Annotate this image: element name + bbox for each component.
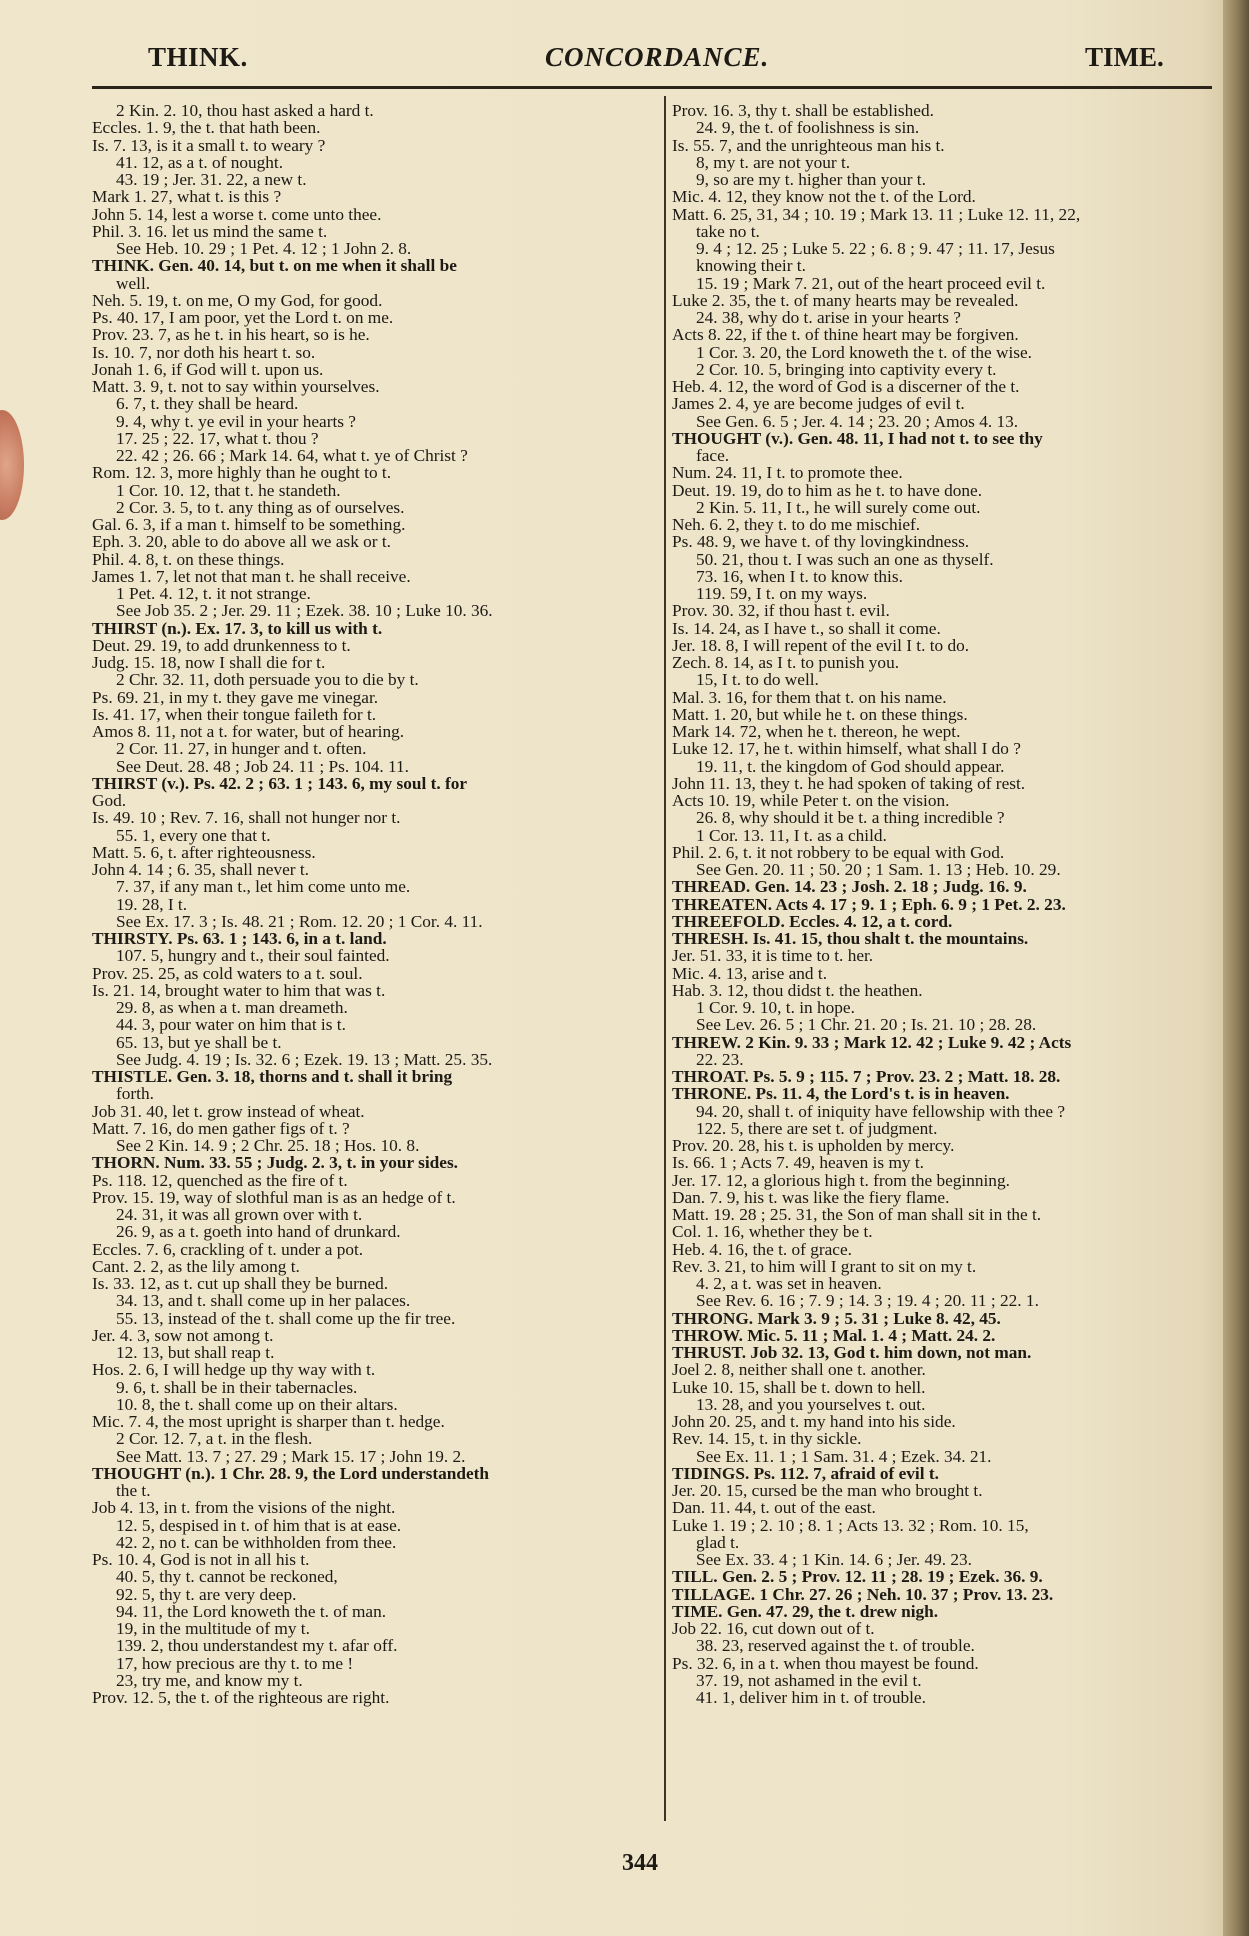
concordance-entry-line: See Job 35. 2 ; Jer. 29. 11 ; Ezek. 38. 10 ; Luke 10. 36. bbox=[116, 601, 493, 621]
concordance-entry-line: Eccles. 1. 9, the t. that hath been. bbox=[92, 118, 321, 138]
concordance-entry-line: forth. bbox=[116, 1084, 154, 1104]
concordance-entry-line: See Matt. 13. 7 ; 27. 29 ; Mark 15. 17 ; John 19. 2. bbox=[116, 1446, 466, 1466]
concordance-entry-line: THIRST (v.). Ps. 42. 2 ; 63. 1 ; 143. 6, my soul t. for bbox=[92, 773, 468, 793]
concordance-entry-line: TIME. Gen. 47. 29, the t. drew nigh. bbox=[672, 1601, 939, 1621]
concordance-entry-line: 10. 8, the t. shall come up on their altars. bbox=[116, 1394, 398, 1414]
concordance-entry-line: 26. 8, why should it be t. a thing incredible ? bbox=[696, 808, 1005, 828]
concordance-entry-line: glad t. bbox=[696, 1532, 740, 1552]
concordance-entry-line: Hos. 2. 6, I will hedge up thy way with t. bbox=[92, 1360, 376, 1380]
concordance-entry-line: 19, in the multitude of my t. bbox=[116, 1619, 310, 1638]
concordance-entry-line: TILL. Gen. 2. 5 ; Prov. 12. 11 ; 28. 19 ; Ezek. 36. 9. bbox=[672, 1567, 1043, 1587]
concordance-entry-line: THISTLE. Gen. 3. 18, thorns and t. shall it bring bbox=[92, 1067, 453, 1086]
concordance-entry-line: Jer. 17. 12, a glorious high t. from the beginning. bbox=[672, 1170, 1010, 1190]
concordance-entry-line: 2 Cor. 3. 5, to t. any thing as of ourselves. bbox=[116, 497, 405, 517]
concordance-entry-line: Prov. 16. 3, thy t. shall be established. bbox=[672, 101, 934, 120]
concordance-entry-line: Zech. 8. 14, as I t. to punish you. bbox=[672, 653, 900, 672]
concordance-entry-line: face. bbox=[696, 446, 730, 465]
concordance-entry-line: 1 Cor. 9. 10, t. in hope. bbox=[696, 998, 855, 1017]
concordance-entry-line: Neh. 6. 2, they t. to do me mischief. bbox=[672, 515, 921, 534]
concordance-entry-line: 9. 4, why t. ye evil in your hearts ? bbox=[116, 411, 356, 431]
concordance-entry-line: THREATEN. Acts 4. 17 ; 9. 1 ; Eph. 6. 9 ; 1 Pet. 2. 23. bbox=[672, 894, 1066, 914]
concordance-entry-line: Jer. 51. 33, it is time to t. her. bbox=[672, 946, 874, 966]
concordance-entry-line: James 2. 4, ye are become judges of evil t. bbox=[672, 394, 965, 414]
concordance-entry-line: 44. 3, pour water on him that is t. bbox=[116, 1015, 346, 1035]
concordance-entry-line: Deut. 19. 19, do to him as he t. to have done. bbox=[672, 480, 983, 500]
concordance-entry-line: Mark 14. 72, when he t. thereon, he wept. bbox=[672, 722, 961, 741]
concordance-entry-line: 139. 2, thou understandest my t. afar off. bbox=[116, 1636, 398, 1656]
concordance-entry-line: THOUGHT (n.). 1 Chr. 28. 9, the Lord understandeth bbox=[92, 1463, 490, 1483]
right-column bbox=[672, 102, 1212, 1706]
concordance-entry-line: Matt. 3. 9, t. not to say within yourselves. bbox=[92, 377, 380, 396]
concordance-entry-line: Ps. 69. 21, in my t. they gave me vinegar. bbox=[92, 687, 379, 707]
concordance-entry-line: Job 22. 16, cut down out of t. bbox=[672, 1619, 875, 1638]
concordance-entry-line: well. bbox=[116, 273, 151, 293]
concordance-entry-line: the t. bbox=[116, 1481, 151, 1500]
concordance-entry-line: Rom. 12. 3, more highly than he ought to t. bbox=[92, 463, 392, 483]
concordance-entry-line: Ps. 40. 17, I am poor, yet the Lord t. on me. bbox=[92, 308, 394, 327]
concordance-entry-line: Matt. 6. 25, 31, 34 ; 10. 19 ; Mark 13. 11 ; Luke 12. 11, 22, bbox=[672, 204, 1081, 224]
concordance-entry-line: 29. 8, as when a t. man dreameth. bbox=[116, 998, 348, 1017]
concordance-entry-line: Joel 2. 8, neither shall one t. another. bbox=[672, 1360, 926, 1380]
concordance-entry-line: Hab. 3. 12, thou didst t. the heathen. bbox=[672, 980, 923, 1000]
concordance-entry-line: See Heb. 10. 29 ; 1 Pet. 4. 12 ; 1 John 2. 8. bbox=[116, 239, 412, 258]
concordance-entry-line: Prov. 30. 32, if thou hast t. evil. bbox=[672, 601, 890, 621]
book-spine bbox=[1223, 0, 1249, 1936]
concordance-entry-line: Judg. 15. 18, now I shall die for t. bbox=[92, 653, 326, 672]
concordance-entry-line: THORN. Num. 33. 55 ; Judg. 2. 3, t. in your sides. bbox=[92, 1153, 458, 1173]
concordance-entry-line: Is. 10. 7, nor doth his heart t. so. bbox=[92, 342, 316, 362]
concordance-entry-line: Is. 21. 14, brought water to him that was t. bbox=[92, 980, 386, 1000]
concordance-entry-line: Is. 7. 13, is it a small t. to weary ? bbox=[92, 135, 326, 155]
concordance-entry-line: Dan. 7. 9, his t. was like the fiery flame. bbox=[672, 1187, 950, 1207]
concordance-entry-line: 17, how precious are thy t. to me ! bbox=[116, 1653, 354, 1673]
concordance-entry-line: 40. 5, thy t. cannot be reckoned, bbox=[116, 1567, 338, 1587]
concordance-entry-line: 41. 1, deliver him in t. of trouble. bbox=[696, 1688, 926, 1707]
concordance-entry-line: James 1. 7, let not that man t. he shall receive. bbox=[92, 566, 411, 586]
concordance-entry-line: THINK. Gen. 40. 14, but t. on me when it shall be bbox=[92, 256, 457, 276]
concordance-entry-line: Prov. 20. 28, his t. is upholden by mercy. bbox=[672, 1136, 955, 1155]
concordance-entry-line: Luke 10. 15, shall be t. down to hell. bbox=[672, 1377, 926, 1397]
concordance-entry-line: See Ex. 11. 1 ; 1 Sam. 31. 4 ; Ezek. 34. 21. bbox=[696, 1446, 992, 1466]
concordance-entry-line: See Deut. 28. 48 ; Job 24. 11 ; Ps. 104. 11. bbox=[116, 756, 409, 776]
concordance-entry-line: 19. 11, t. the kingdom of God should appear. bbox=[696, 756, 1005, 776]
concordance-entry-line: 55. 13, instead of the t. shall come up the fir tree. bbox=[116, 1308, 456, 1328]
concordance-entry-line: TILLAGE. 1 Chr. 27. 26 ; Neh. 10. 37 ; Prov. 13. 23. bbox=[672, 1584, 1054, 1604]
concordance-entry-line: Neh. 5. 19, t. on me, O my God, for good. bbox=[92, 290, 383, 310]
concordance-entry-line: Ps. 118. 12, quenched as the fire of t. bbox=[92, 1170, 348, 1190]
running-header bbox=[0, 36, 1249, 86]
concordance-entry-line: Deut. 29. 19, to add drunkenness to t. bbox=[92, 635, 351, 655]
concordance-entry-line: 24. 31, it was all grown over with t. bbox=[116, 1205, 363, 1224]
concordance-entry-line: THRESH. Is. 41. 15, thou shalt t. the mountains. bbox=[672, 929, 1029, 948]
concordance-entry-line: THRONE. Ps. 11. 4, the Lord's t. is in heaven. bbox=[672, 1084, 1010, 1104]
concordance-entry-line: 15. 19 ; Mark 7. 21, out of the heart proceed evil t. bbox=[696, 273, 1046, 293]
concordance-entry-line: 43. 19 ; Jer. 31. 22, a new t. bbox=[116, 170, 307, 189]
concordance-entry-line: Cant. 2. 2, as the lily among t. bbox=[92, 1256, 300, 1276]
column-divider bbox=[664, 96, 666, 1821]
concordance-entry-line: Phil. 3. 16. let us mind the same t. bbox=[92, 221, 328, 241]
concordance-entry-line: Heb. 4. 16, the t. of grace. bbox=[672, 1239, 852, 1259]
concordance-entry-line: 34. 13, and t. shall come up in her palaces. bbox=[116, 1291, 411, 1311]
concordance-entry-line: 12. 5, despised in t. of him that is at ease. bbox=[116, 1515, 402, 1535]
concordance-entry-line: 37. 19, not ashamed in the evil t. bbox=[696, 1670, 922, 1690]
concordance-entry-line: 94. 20, shall t. of iniquity have fellowship with thee ? bbox=[696, 1101, 1066, 1121]
concordance-entry-line: 55. 1, every one that t. bbox=[116, 825, 271, 845]
concordance-entry-line: 92. 5, thy t. are very deep. bbox=[116, 1584, 297, 1604]
concordance-entry-line: Is. 14. 24, as I have t., so shall it come. bbox=[672, 618, 941, 638]
concordance-entry-line: 2 Kin. 2. 10, thou hast asked a hard t. bbox=[116, 101, 374, 120]
concordance-entry-line: Matt. 5. 6, t. after righteousness. bbox=[92, 842, 316, 862]
concordance-entry-line: 38. 23, reserved against the t. of trouble. bbox=[696, 1636, 975, 1656]
concordance-entry-line: Rev. 14. 15, t. in thy sickle. bbox=[672, 1429, 862, 1449]
concordance-entry-line: 24. 9, the t. of foolishness is sin. bbox=[696, 118, 920, 138]
concordance-entry-line: 12. 13, but shall reap t. bbox=[116, 1343, 275, 1362]
concordance-entry-line: THROW. Mic. 5. 11 ; Mal. 1. 4 ; Matt. 24. 2. bbox=[672, 1325, 996, 1345]
concordance-entry-line: 19. 28, I t. bbox=[116, 894, 188, 914]
concordance-entry-line: Ps. 48. 9, we have t. of thy lovingkindness. bbox=[672, 532, 970, 552]
concordance-entry-line: Rev. 3. 21, to him will I grant to sit on my t. bbox=[672, 1256, 977, 1276]
concordance-entry-line: 41. 12, as a t. of nought. bbox=[116, 152, 284, 172]
concordance-entry-line: 23, try me, and know my t. bbox=[116, 1670, 303, 1690]
concordance-entry-line: Eccles. 7. 6, crackling of t. under a pot. bbox=[92, 1239, 364, 1259]
concordance-entry-line: Prov. 25. 25, as cold waters to a t. soul. bbox=[92, 963, 363, 983]
concordance-entry-line: Eph. 3. 20, able to do above all we ask or t. bbox=[92, 532, 391, 552]
concordance-entry-line: Mark 1. 27, what t. is this ? bbox=[92, 187, 282, 207]
concordance-entry-line: 94. 11, the Lord knoweth the t. of man. bbox=[116, 1601, 387, 1621]
concordance-entry-line: John 4. 14 ; 6. 35, shall never t. bbox=[92, 860, 309, 879]
concordance-entry-line: Is. 66. 1 ; Acts 7. 49, heaven is my t. bbox=[672, 1153, 924, 1173]
concordance-entry-line: 1 Cor. 13. 11, I t. as a child. bbox=[696, 825, 887, 845]
concordance-entry-line: 122. 5, there are set t. of judgment. bbox=[696, 1118, 938, 1138]
concordance-entry-line: 26. 9, as a t. goeth into hand of drunkard. bbox=[116, 1222, 401, 1242]
concordance-entry-line: Matt. 7. 16, do men gather figs of t. ? bbox=[92, 1118, 350, 1138]
concordance-entry-line: THIRST (n.). Ex. 17. 3, to kill us with t. bbox=[92, 618, 383, 638]
concordance-entry-line: See Ex. 33. 4 ; 1 Kin. 14. 6 ; Jer. 49. 23. bbox=[696, 1550, 973, 1569]
concordance-entry-line: 65. 13, but ye shall be t. bbox=[116, 1032, 282, 1052]
concordance-entry-line: Luke 2. 35, the t. of many hearts may be revealed. bbox=[672, 290, 1019, 310]
thumb-shadow bbox=[0, 410, 24, 520]
concordance-entry-line: knowing their t. bbox=[696, 256, 806, 276]
concordance-entry-line: THREEFOLD. Eccles. 4. 12, a t. cord. bbox=[672, 911, 953, 931]
concordance-entry-line: Prov. 15. 19, way of slothful man is as an hedge of t. bbox=[92, 1187, 456, 1207]
concordance-entry-line: Mic. 7. 4, the most upright is sharper than t. hedge. bbox=[92, 1412, 445, 1431]
concordance-entry-line: Prov. 12. 5, the t. of the righteous are right. bbox=[92, 1688, 390, 1707]
concordance-entry-line: THIRSTY. Ps. 63. 1 ; 143. 6, in a t. land. bbox=[92, 929, 387, 948]
concordance-entry-line: 13. 28, and you yourselves t. out. bbox=[696, 1394, 926, 1414]
concordance-entry-line: John 5. 14, lest a worse t. come unto thee. bbox=[92, 204, 382, 224]
concordance-entry-line: 22. 42 ; 26. 66 ; Mark 14. 64, what t. ye of Christ ? bbox=[116, 446, 468, 465]
concordance-entry-line: Prov. 23. 7, as he t. in his heart, so is he. bbox=[92, 325, 370, 345]
concordance-entry-line: 2 Chr. 32. 11, doth persuade you to die by t. bbox=[116, 670, 419, 690]
concordance-entry-line: See 2 Kin. 14. 9 ; 2 Chr. 25. 18 ; Hos. 10. 8. bbox=[116, 1136, 420, 1155]
concordance-entry-line: Heb. 4. 12, the word of God is a discerner of the t. bbox=[672, 377, 1020, 396]
concordance-entry-line: Is. 55. 7, and the unrighteous man his t. bbox=[672, 135, 945, 155]
concordance-entry-line: take no t. bbox=[696, 221, 760, 241]
concordance-entry-line: Job 4. 13, in t. from the visions of the night. bbox=[92, 1498, 396, 1518]
concordance-entry-line: See Ex. 17. 3 ; Is. 48. 21 ; Rom. 12. 20 ; 1 Cor. 4. 11. bbox=[116, 911, 483, 931]
concordance-entry-line: 2 Cor. 12. 7, a t. in the flesh. bbox=[116, 1429, 313, 1449]
concordance-entry-line: 1 Pet. 4. 12, t. it not strange. bbox=[116, 584, 311, 603]
concordance-entry-line: See Rev. 6. 16 ; 7. 9 ; 14. 3 ; 19. 4 ; 20. 11 ; 22. 1. bbox=[696, 1291, 1039, 1311]
concordance-entry-line: Gal. 6. 3, if a man t. himself to be something. bbox=[92, 515, 406, 534]
concordance-entry-line: THRONG. Mark 3. 9 ; 5. 31 ; Luke 8. 42, 45. bbox=[672, 1308, 1001, 1328]
concordance-entry-line: Is. 49. 10 ; Rev. 7. 16, shall not hunger nor t. bbox=[92, 808, 401, 828]
concordance-entry-line: God. bbox=[92, 791, 127, 810]
concordance-entry-line: THOUGHT (v.). Gen. 48. 11, I had not t. to see thy bbox=[672, 428, 1043, 448]
concordance-entry-line: 6. 7, t. they shall be heard. bbox=[116, 394, 299, 414]
concordance-entry-line: John 20. 25, and t. my hand into his side. bbox=[672, 1412, 956, 1431]
concordance-entry-line: Luke 1. 19 ; 2. 10 ; 8. 1 ; Acts 13. 32 ; Rom. 10. 15, bbox=[672, 1515, 1029, 1535]
concordance-entry-line: THROAT. Ps. 5. 9 ; 115. 7 ; Prov. 23. 2 ; Matt. 18. 28. bbox=[672, 1067, 1061, 1086]
concordance-entry-line: 73. 16, when I t. to know this. bbox=[696, 566, 903, 586]
concordance-entry-line: 42. 2, no t. can be withholden from thee. bbox=[116, 1532, 397, 1552]
concordance-entry-line: 1 Cor. 3. 20, the Lord knoweth the t. of the wise. bbox=[696, 342, 1032, 362]
concordance-entry-line: 119. 59, I t. on my ways. bbox=[696, 584, 868, 603]
concordance-entry-line: 24. 38, why do t. arise in your hearts ? bbox=[696, 308, 961, 327]
concordance-entry-line: Col. 1. 16, whether they be t. bbox=[672, 1222, 873, 1242]
concordance-entry-line: See Lev. 26. 5 ; 1 Chr. 21. 20 ; Is. 21. 10 ; 28. 28. bbox=[696, 1015, 1037, 1035]
concordance-entry-line: Luke 12. 17, he t. within himself, what shall I do ? bbox=[672, 739, 1021, 759]
concordance-entry-line: 15, I t. to do well. bbox=[696, 670, 819, 690]
concordance-entry-line: Matt. 19. 28 ; 25. 31, the Son of man shall sit in the t. bbox=[672, 1205, 1042, 1224]
concordance-entry-line: THRUST. Job 32. 13, God t. him down, not man. bbox=[672, 1343, 1032, 1362]
header-rule bbox=[92, 86, 1212, 89]
concordance-entry-line: Amos 8. 11, not a t. for water, but of hearing. bbox=[92, 722, 405, 741]
concordance-entry-line: Is. 33. 12, as t. cut up shall they be burned. bbox=[92, 1274, 389, 1293]
concordance-entry-line: 17. 25 ; 22. 17, what t. thou ? bbox=[116, 428, 319, 448]
concordance-entry-line: 9, so are my t. higher than your t. bbox=[696, 170, 926, 189]
concordance-entry-line: Jer. 18. 8, I will repent of the evil I t. to do. bbox=[672, 635, 970, 655]
concordance-entry-line: Ps. 32. 6, in a t. when thou mayest be found. bbox=[672, 1653, 979, 1673]
concordance-entry-line: 2 Kin. 5. 11, I t., he will surely come out. bbox=[696, 497, 981, 517]
concordance-entry-line: Jer. 4. 3, sow not among t. bbox=[92, 1325, 274, 1345]
concordance-entry-line: Matt. 1. 20, but while he t. on these things. bbox=[672, 704, 968, 724]
concordance-entry-line: John 11. 13, they t. he had spoken of taking of rest. bbox=[672, 773, 1026, 793]
header-title: CONCORDANCE. bbox=[545, 42, 770, 72]
concordance-entry-line: Acts 8. 22, if the t. of thine heart may be forgiven. bbox=[672, 325, 1019, 345]
concordance-entry-line: Mal. 3. 16, for them that t. on his name. bbox=[672, 687, 947, 707]
concordance-entry-line: 22. 23. bbox=[696, 1049, 744, 1069]
concordance-entry-line: 9. 6, t. shall be in their tabernacles. bbox=[116, 1377, 358, 1397]
concordance-entry-line: TIDINGS. Ps. 112. 7, afraid of evil t. bbox=[672, 1463, 939, 1483]
concordance-entry-line: See Gen. 6. 5 ; Jer. 4. 14 ; 23. 20 ; Amos 4. 13. bbox=[696, 411, 1019, 431]
concordance-entry-line: 1 Cor. 10. 12, that t. he standeth. bbox=[116, 480, 341, 500]
concordance-entry-line: 9. 4 ; 12. 25 ; Luke 5. 22 ; 6. 8 ; 9. 47 ; 11. 17, Jesus bbox=[696, 239, 1055, 258]
concordance-entry-line: Is. 41. 17, when their tongue faileth for t. bbox=[92, 704, 377, 724]
concordance-entry-line: Mic. 4. 12, they know not the t. of the Lord. bbox=[672, 187, 976, 207]
concordance-entry-line: 107. 5, hungry and t., their soul fainted. bbox=[116, 946, 390, 966]
concordance-entry-line: Acts 10. 19, while Peter t. on the vision. bbox=[672, 791, 950, 810]
concordance-entry-line: THREW. 2 Kin. 9. 33 ; Mark 12. 42 ; Luke 9. 42 ; Acts bbox=[672, 1032, 1072, 1052]
concordance-entry-line: Jer. 20. 15, cursed be the man who brought t. bbox=[672, 1481, 983, 1500]
concordance-entry-line: 4. 2, a t. was set in heaven. bbox=[696, 1274, 882, 1293]
concordance-entry-line: 8, my t. are not your t. bbox=[696, 152, 851, 172]
concordance-entry-line: Phil. 2. 6, t. it not robbery to be equal with God. bbox=[672, 842, 1005, 862]
concordance-entry-line: Mic. 4. 13, arise and t. bbox=[672, 963, 828, 983]
concordance-entry-line: Num. 24. 11, I t. to promote thee. bbox=[672, 463, 903, 483]
concordance-entry-line: 2 Cor. 10. 5, bringing into captivity every t. bbox=[696, 359, 997, 379]
page-number: 344 bbox=[622, 1850, 658, 1876]
concordance-entry-line: Ps. 10. 4, God is not in all his t. bbox=[92, 1550, 310, 1569]
header-right-word: TIME. bbox=[1085, 42, 1164, 72]
concordance-entry-line: Jonah 1. 6, if God will t. upon us. bbox=[92, 359, 324, 379]
concordance-entry-line: Job 31. 40, let t. grow instead of wheat. bbox=[92, 1101, 365, 1121]
concordance-entry-line: 7. 37, if any man t., let him come unto me. bbox=[116, 877, 411, 897]
header-left-word: THINK. bbox=[148, 42, 248, 72]
concordance-entry-line: Phil. 4. 8, t. on these things. bbox=[92, 549, 285, 569]
concordance-entry-line: See Judg. 4. 19 ; Is. 32. 6 ; Ezek. 19. 13 ; Matt. 25. 35. bbox=[116, 1049, 493, 1069]
concordance-entry-line: 50. 21, thou t. I was such an one as thyself. bbox=[696, 549, 994, 569]
concordance-entry-line: Dan. 11. 44, t. out of the east. bbox=[672, 1498, 876, 1518]
concordance-entry-line: See Gen. 20. 11 ; 50. 20 ; 1 Sam. 1. 13 ; Heb. 10. 29. bbox=[696, 860, 1061, 879]
left-column bbox=[92, 102, 652, 1706]
concordance-entry-line: 2 Cor. 11. 27, in hunger and t. often. bbox=[116, 739, 367, 759]
concordance-entry-line: THREAD. Gen. 14. 23 ; Josh. 2. 18 ; Judg. 16. 9. bbox=[672, 877, 1027, 897]
